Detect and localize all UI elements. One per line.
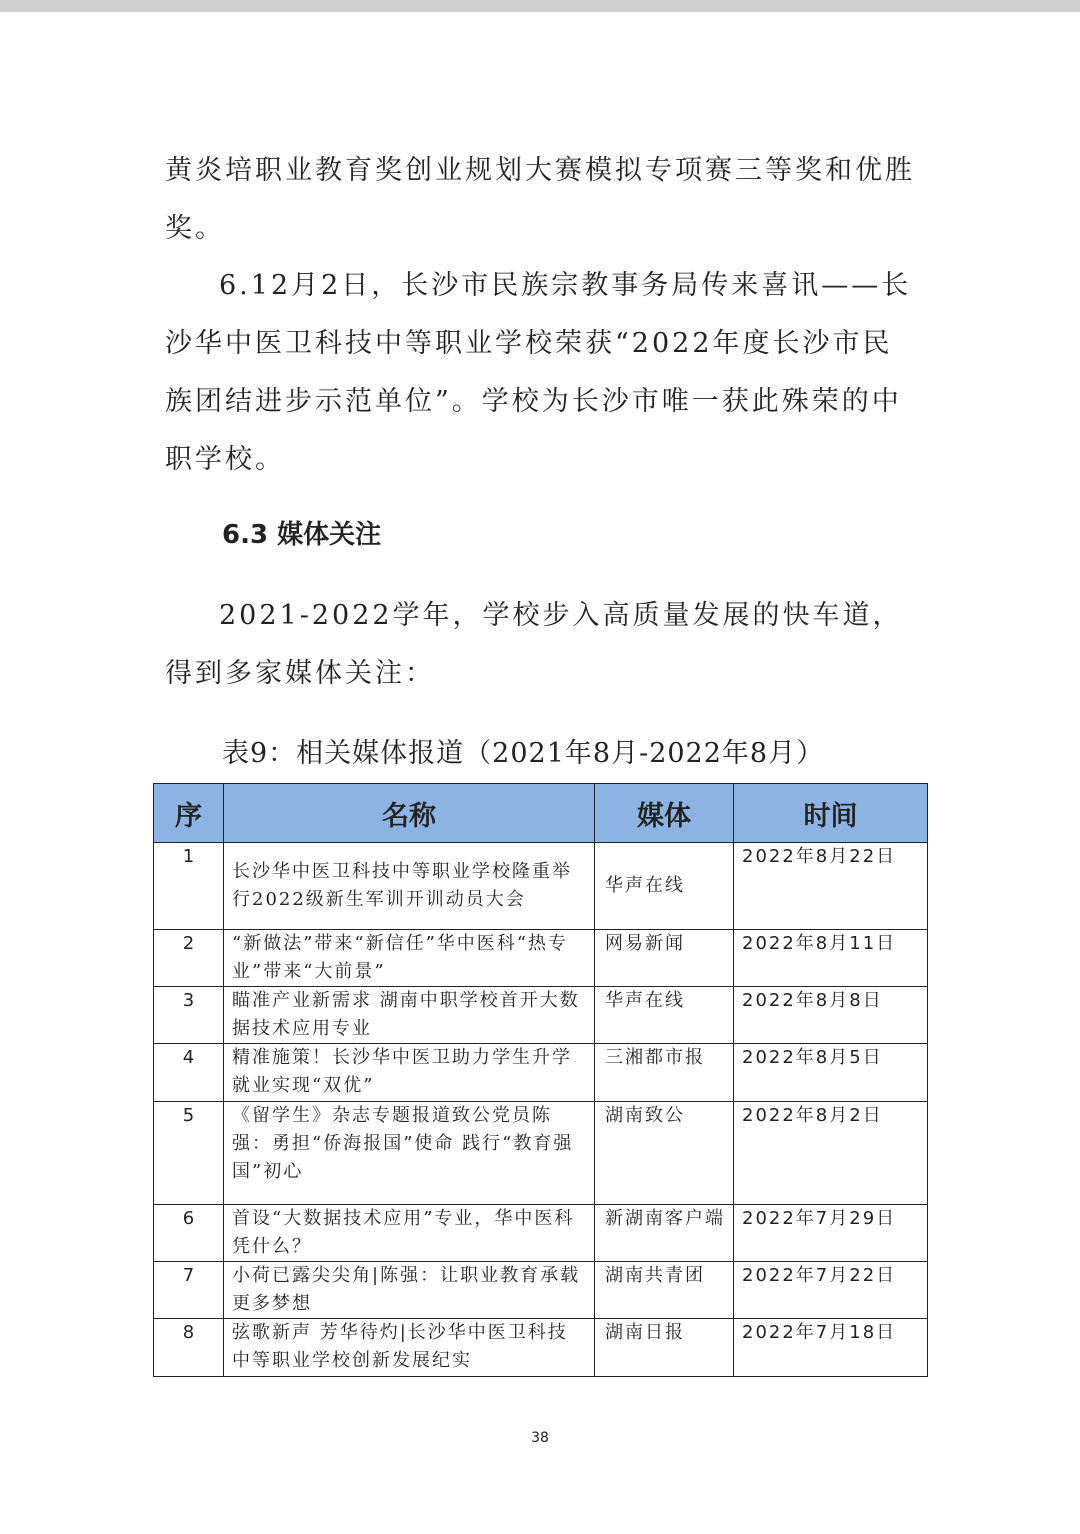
cell-name: 瞄准产业新需求 湖南中职学校首开大数据技术应用专业	[224, 987, 595, 1044]
table-row	[154, 1102, 928, 1205]
header-name: 名称	[224, 784, 595, 843]
table-caption: 表9：相关媒体报道（2021年8月-2022年8月）	[222, 738, 825, 769]
table-header-row	[154, 784, 928, 843]
cell-time: 2022年8月2日	[734, 1102, 928, 1205]
table-row	[154, 1319, 928, 1377]
table-row	[154, 1044, 928, 1102]
table-row	[154, 843, 928, 930]
cell-media: 湖南致公	[595, 1102, 734, 1205]
section-heading: 6.3 媒体关注	[222, 520, 382, 550]
header-seq: 序	[154, 784, 224, 843]
cell-media: 网易新闻	[595, 930, 734, 987]
header-media: 媒体	[595, 784, 734, 843]
cell-media: 三湘都市报	[595, 1044, 734, 1102]
paragraph-award-continued: 黄炎培职业教育奖创业规划大赛模拟专项赛三等奖和优胜奖。	[165, 155, 915, 244]
cell-media: 华声在线	[595, 987, 734, 1044]
cell-seq: 5	[154, 1102, 224, 1205]
paragraph-media-intro: 2021-2022学年，学校步入高质量发展的快车道，得到多家媒体关注：	[165, 600, 903, 689]
page-number: 38	[531, 1430, 549, 1446]
cell-name: 弦歌新声 芳华待灼|长沙华中医卫科技中等职业学校创新发展纪实	[224, 1319, 595, 1377]
cell-seq: 1	[154, 843, 224, 930]
table-row	[154, 930, 928, 987]
cell-time: 2022年7月18日	[734, 1319, 928, 1377]
cell-media: 新湖南客户端	[595, 1205, 734, 1262]
cell-name: 小荷已露尖尖角|陈强：让职业教育承载更多梦想	[224, 1262, 595, 1319]
cell-seq: 3	[154, 987, 224, 1044]
cell-seq: 7	[154, 1262, 224, 1319]
cell-media: 华声在线	[595, 843, 734, 930]
cell-name: 精准施策！长沙华中医卫助力学生升学就业实现“双优”	[224, 1044, 595, 1102]
cell-time: 2022年7月22日	[734, 1262, 928, 1319]
cell-time: 2022年8月11日	[734, 930, 928, 987]
top-edge-bar	[0, 0, 1080, 12]
cell-time: 2022年8月8日	[734, 987, 928, 1044]
cell-time: 2022年7月29日	[734, 1205, 928, 1262]
cell-time: 2022年8月22日	[734, 843, 928, 930]
table-row	[154, 1262, 928, 1319]
cell-name: 首设“大数据技术应用”专业，华中医科凭什么？	[224, 1205, 595, 1262]
table-row	[154, 987, 928, 1044]
cell-seq: 6	[154, 1205, 224, 1262]
cell-media: 湖南日报	[595, 1319, 734, 1377]
cell-name: “新做法”带来“新信任”华中医科“热专业”带来“大前景”	[224, 930, 595, 987]
cell-seq: 2	[154, 930, 224, 987]
cell-name: 长沙华中医卫科技中等职业学校隆重举行2022级新生军训开训动员大会	[224, 843, 595, 930]
cell-time: 2022年8月5日	[734, 1044, 928, 1102]
paragraph-ethnic-unity-award: 6.12月2日，长沙市民族宗教事务局传来喜讯——长沙华中医卫科技中等职业学校荣获“2022年度长沙市民族团结进步示范单位”。学校为长沙市唯一获此殊荣的中职学校。	[165, 270, 912, 475]
media-report-table	[153, 783, 928, 1377]
header-time: 时间	[734, 784, 928, 843]
cell-name: 《留学生》杂志专题报道致公党员陈强：勇担“侨海报国”使命 践行“教育强国”初心	[224, 1102, 595, 1205]
cell-seq: 4	[154, 1044, 224, 1102]
cell-media: 湖南共青团	[595, 1262, 734, 1319]
table-row	[154, 1205, 928, 1262]
cell-seq: 8	[154, 1319, 224, 1377]
